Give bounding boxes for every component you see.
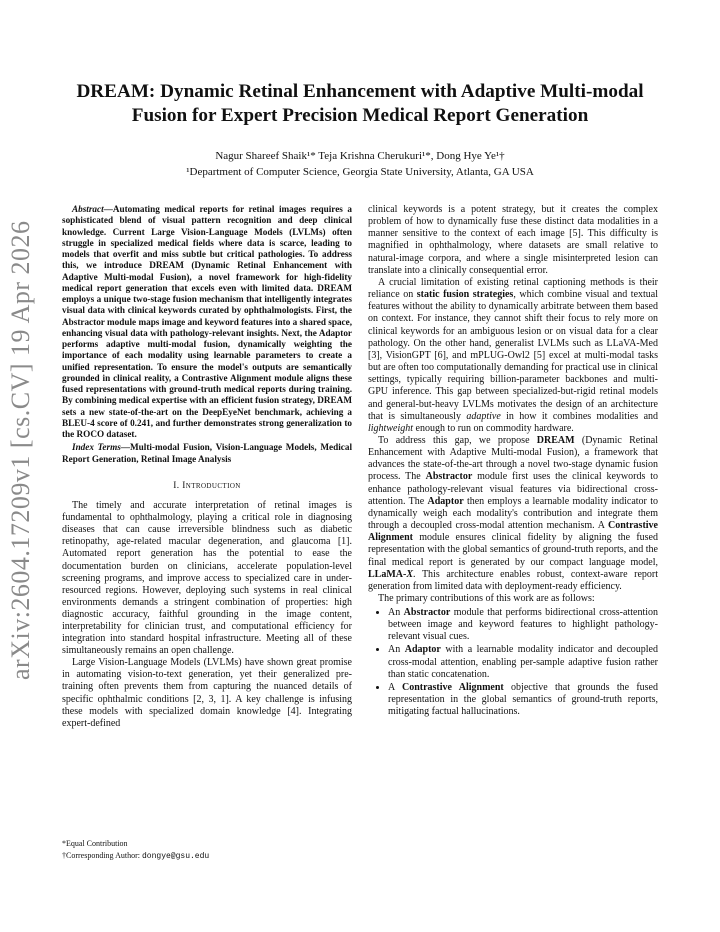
index-terms-text: —Multi-modal Fusion, Vision-Language Models, Medical Report Generation, Retinal Image Analysis xyxy=(62,442,353,464)
right-paragraph-1: clinical keywords is a potent strategy, but it creates the complex problem of how to dynamically fuse these distinct data modalities in a manner sensitive to the context of each image [5]. This difficulty is magnified in ophthalmology, where datasets are small relative to natural-image corpora, and where a single misinterpreted lesion can translate into a clinically consequential error. xyxy=(368,204,658,276)
right-paragraph-2: A crucial limitation of existing retinal captioning methods is their reliance on static fusion strategies, which combine visual and textual features without the ability to dynamically arbitrate between them based on context. For instance, they cannot shift their focus to rely more on clinical keywords for an ambiguous lesion or on visual data for a clear pathology. On the other hand, generalist LVLMs such as LLaVA-Med [3], VisionGPT [6], and mPLUG-Owl2 [5] excel at multi-modal tasks but are often too computationally demanding for practical use in clinical settings, typically requiring billion-parameter backbones and multi-GPU inference. This gap between specialized-but-rigid retinal models and general-but-heavy LVLMs motivates the design of an architecture that is simultaneously adaptive in how it combines modalities and lightweight enough to run on commodity hardware. xyxy=(368,276,659,434)
footnote-corresponding: †Corresponding Author: dongye@gsu.edu xyxy=(62,851,210,861)
right-column xyxy=(368,204,658,719)
arxiv-stamp: arXiv:2604.17209v1 [cs.CV] 19 Apr 2026 xyxy=(6,220,35,680)
paper-title xyxy=(70,80,650,128)
authors: Nagur Shareef Shaik¹* Teja Krishna Cherukuri¹*, Dong Hye Ye¹† xyxy=(215,150,505,162)
contribution-item: • An Abstractor module that performs bidirectional cross-attention between image and keyword features to highlight pathology-relevant visual cues. xyxy=(388,607,658,643)
index-terms-label: Index Terms xyxy=(72,442,121,453)
intro-paragraph-1: The timely and accurate interpretation of retinal images is fundamental to ophthalmology, playing a critical role in diagnosing diseases that can cause irreversible blindness such as diabetic retinopathy, age-related macular degeneration, and glaucoma [1]. Automated report generation has the potential to ease the documentation burden on clinicians, accelerate population-level screening programs, and improve access to specialized care in under-resourced regions. However, deploying such systems in real clinical environments demands a stringent combination of properties: high diagnostic accuracy, faithful grounding in the image content, interpretability for clinician trust, and computational efficiency for integration into standard hospital infrastructure. Meeting all of these simultaneously remains an open challenge. xyxy=(62,500,352,657)
affiliation: ¹Department of Computer Science, Georgia State University, Atlanta, GA USA xyxy=(186,166,534,178)
left-column xyxy=(62,204,352,730)
contributions-intro: The primary contributions of this work are as follows: xyxy=(378,593,595,604)
abstract-text: —Automating medical reports for retinal images requires a sophisticated blend of visual pattern recognition and deep clinical knowledge. Current Large Vision-Language Models (LVLMs) often struggle in specialized medical fields where data is scarce, leading to models that overfit and miss subtle but critical pathologies. To address this, we introduce DREAM (Dynamic Retinal Enhancement with Adaptive Multi-modal Fusion), a novel framework for high-fidelity medical report generation that excels even with limited data. DREAM employs a unique two-stage fusion mechanism that intelligently integrates visual data with clinical keywords curated by ophthalmologists. First, the Abstractor module maps image and keyword features into a shared space, enhancing visual data with pathology-relevant insights. Next, the Adaptor performs adaptive multi-modal fusion, dynamically weighting the importance of each modality using learnable parameters to create a unified representation. To ensure the model's outputs are semantically grounded in clinical reality, a Contrastive Alignment module aligns these fused representations with ground-truth medical reports during training. By combining medical expertise with an efficient fusion strategy, DREAM sets a new state-of-the-art on the DeepEyeNet benchmark, achieving a BLEU-4 score of 0.241, and further demonstrates strong generalization to the ROCO dataset. xyxy=(62,204,352,439)
title-line-1: DREAM: Dynamic Retinal Enhancement with Adaptive Multi-modal xyxy=(76,81,644,102)
email-link[interactable]: dongye@gsu.edu xyxy=(142,852,210,861)
title-line-2: Fusion for Expert Precision Medical Report Generation xyxy=(131,105,589,126)
index-terms xyxy=(62,442,352,465)
section-heading-introduction: I. Introduction xyxy=(173,480,241,491)
contribution-item: • An Adaptor with a learnable modality indicator and decoupled cross-modal attention, enabling per-sample adaptive fusion rather than static concatenation. xyxy=(388,644,658,680)
footnote-equal: *Equal Contribution xyxy=(62,839,128,848)
intro-paragraph-2: Large Vision-Language Models (LVLMs) have shown great promise in automating vision-to-text generation, yet their generalized pre-training often prevents them from capturing the nuanced details of specific ophthalmic conditions [2, 3, 1]. A key challenge is infusing these models with specialized domain knowledge [4]. Integrating expert-defined xyxy=(62,657,352,729)
abstract xyxy=(62,204,352,440)
abstract-label: Abstract xyxy=(72,204,104,214)
contributions-list xyxy=(368,607,658,718)
footnotes xyxy=(62,838,352,863)
right-paragraph-3: To address this gap, we propose DREAM (Dynamic Retinal Enhancement with Adaptive Multi-modal Fusion), a framework that advances the state-of-the-art through a novel two-stage dynamic fusion process. The Abstractor module first uses the clinical keywords to enhance pathology-relevant visual features via bidirectional cross-attention. The Adaptor then employs a learnable modality indicator to dynamically weigh each modality's contribution and integrate them through a decoupled cross-modal attention mechanism. A Contrastive Alignment module ensures clinical fidelity by aligning the fused representation with the global semantics of ground-truth reports, and the final medical report is generated by our compact language model, LLaMA-X. This architecture enables robust, context-aware report generation from limited data with deployment-ready efficiency. xyxy=(368,434,659,592)
contribution-item: • A Contrastive Alignment objective that grounds the fused representation in the global semantics of ground-truth reports, mitigating factual hallucinations. xyxy=(388,682,658,718)
